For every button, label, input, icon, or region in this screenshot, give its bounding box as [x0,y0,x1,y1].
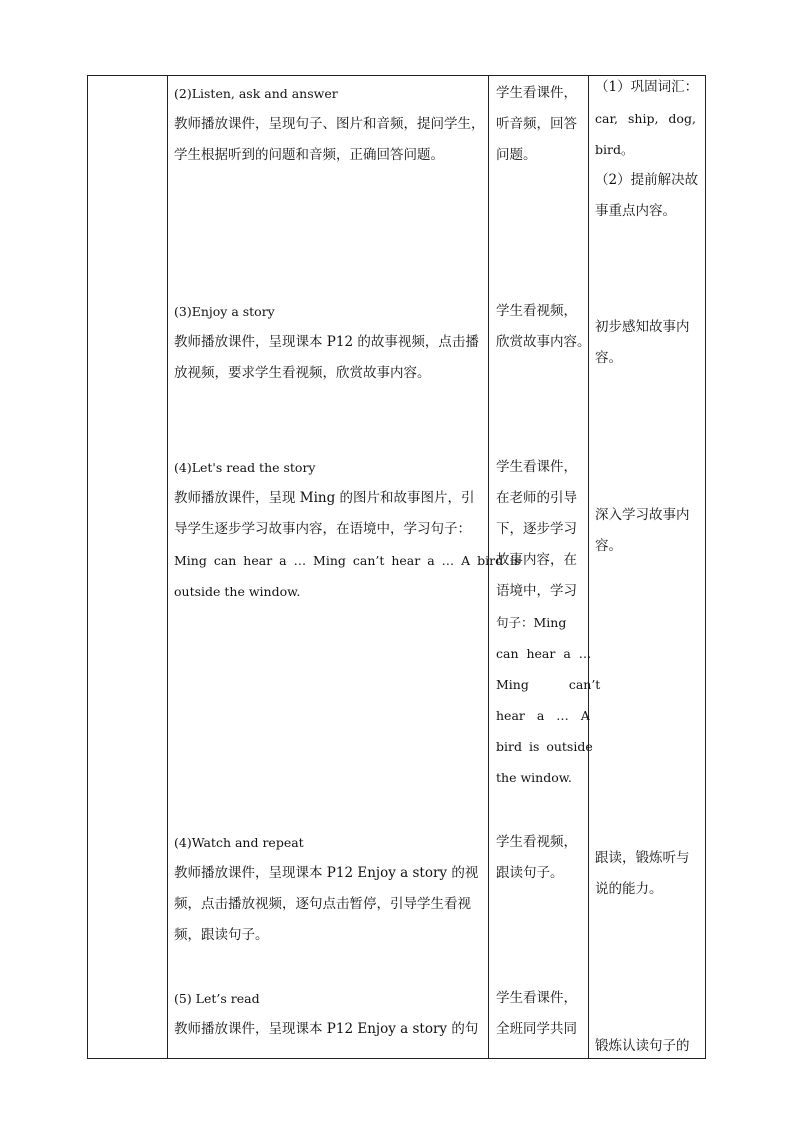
student-line: 学生看课件， [496,459,577,475]
student-line: hear a … A [496,708,590,723]
purpose-line: 深入学习故事内 [595,507,690,523]
purpose-line: 初步感知故事内 [595,319,690,335]
activity-heading: (3)Enjoy a story [174,304,275,319]
activity-enjoy-story [174,296,482,389]
activity-line: 教师播放课件，呈现 Ming 的图片和故事图片，引 [174,490,475,506]
activity-heading: (4)Watch and repeat [174,835,304,850]
lesson-plan-table [87,75,706,1059]
column-divider [588,76,589,1058]
student-line: 问题。 [496,147,537,163]
purpose-line: 事重点内容。 [595,203,676,219]
activity-listen-ask-answer [174,78,485,171]
purpose-listen [595,72,701,227]
student-line: 语境中，学习 [496,583,577,599]
activity-line: 教师播放课件，呈现课本 P12 Enjoy a story 的句 [174,1021,479,1037]
purpose-line: 锻炼认读句子的 [595,1038,690,1054]
student-activity-read [496,452,601,793]
student-activity-enjoy [496,296,591,358]
student-activity-lets-read [496,983,580,1045]
student-line: 学生看视频， [496,303,577,319]
activity-heading: (4)Let's read the story [174,460,316,475]
activity-line: 放视频，要求学生看视频，欣赏故事内容。 [174,365,431,381]
activity-read-story [174,452,521,607]
purpose-line: 容。 [595,538,622,554]
purpose-line: 容。 [595,350,622,366]
activity-line: 教师播放课件，呈现句子、图片和音频，提问学生， [174,116,485,132]
student-line: 全班同学共同 [496,1021,577,1037]
purpose-enjoy [595,312,701,374]
purpose-line: bird。 [595,142,634,157]
purpose-line: 说的能力。 [595,881,663,897]
student-activity-watch [496,827,580,889]
student-line: 句子：Ming [496,615,567,630]
student-line: 学生看视频， [496,834,577,850]
student-line: 听音频，回答 [496,116,577,132]
activity-heading: (5) Let’s read [174,991,260,1006]
activity-line: Ming can hear a … Ming can’t hear a … A bird is [174,553,521,568]
column-divider [167,76,168,1058]
student-line: 跟读句子。 [496,865,564,881]
student-line: 在老师的引导 [496,490,577,506]
student-line: the window. [496,770,572,785]
activity-line: 教师播放课件，呈现课本 P12 的故事视频，点击播 [174,334,479,350]
purpose-lets-read [595,1031,701,1062]
student-activity-listen [496,78,580,171]
student-line: bird is outside [496,739,593,754]
purpose-line: （1）巩固词汇： [595,79,699,95]
student-line: can hear a … [496,646,592,661]
activity-line: 频，跟读句子。 [174,927,269,943]
purpose-line: car, ship, dog, [595,111,696,126]
purpose-line: （2）提前解决故 [595,172,699,188]
activity-line: 频，点击播放视频，逐句点击暂停，引导学生看视 [174,896,471,912]
activity-line: 教师播放课件，呈现课本 P12 Enjoy a story 的视 [174,865,479,881]
activity-line: 导学生逐步学习故事内容，在语境中，学习句子： [174,521,471,537]
purpose-read [595,500,701,562]
activity-line: outside the window. [174,584,301,599]
student-line: Ming can’t [496,677,601,692]
student-line: 学生看课件， [496,85,577,101]
activity-heading: (2)Listen, ask and answer [174,86,338,101]
activity-line: 学生根据听到的问题和音频，正确回答问题。 [174,147,444,163]
student-line: 欣赏故事内容。 [496,334,591,350]
student-line: 下，逐步学习 [496,521,577,537]
purpose-watch [595,843,701,905]
activity-watch-repeat [174,827,482,951]
student-line: 故事内容，在 [496,552,577,568]
purpose-line: 跟读，锻炼听与 [595,850,690,866]
activity-lets-read [174,983,482,1045]
student-line: 学生看课件， [496,990,577,1006]
